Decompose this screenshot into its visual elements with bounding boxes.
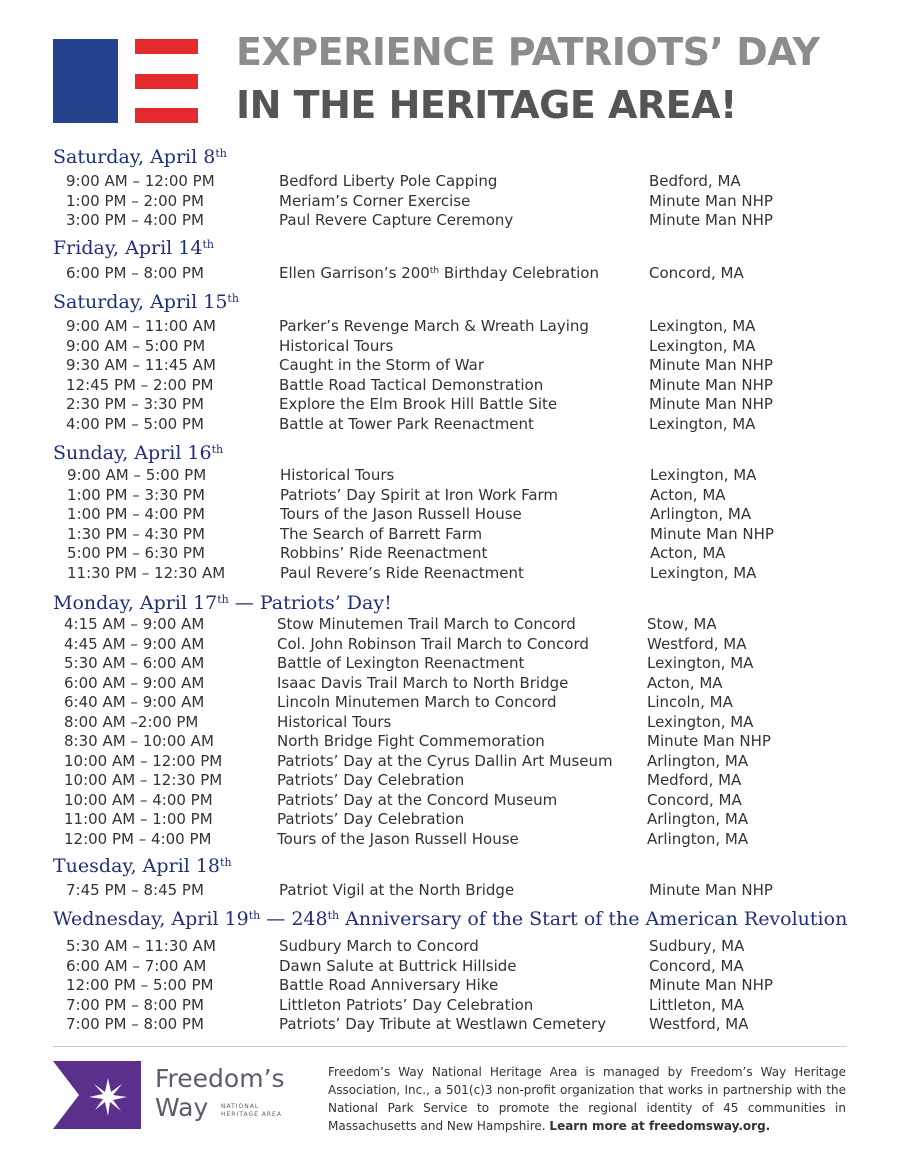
event-location: Arlington, MA bbox=[647, 829, 749, 848]
event-location: Lexington, MA bbox=[649, 317, 756, 335]
event-name: Patriots’ Day Celebration bbox=[277, 810, 465, 828]
event-location: Arlington, MA bbox=[647, 810, 749, 828]
event-row bbox=[66, 376, 866, 396]
event-row bbox=[66, 1015, 866, 1035]
day-heading: Saturday, April 15th bbox=[53, 291, 239, 313]
event-time: 6:00 AM – 9:00 AM bbox=[64, 673, 205, 692]
event-location: Acton, MA bbox=[647, 673, 723, 692]
page-title-line1: EXPERIENCE PATRIOTS’ DAY bbox=[236, 30, 820, 74]
event-name: Col. John Robinson Trail March to Concord bbox=[277, 634, 589, 653]
flag-red-stripe bbox=[135, 74, 198, 89]
freedoms-way-logo[interactable] bbox=[53, 1061, 303, 1129]
event-name: Patriots’ Day Spirit at Iron Work Farm bbox=[280, 485, 559, 504]
event-row bbox=[66, 192, 866, 212]
event-name: Battle of Lexington Reenactment bbox=[277, 654, 525, 672]
event-location: Minute Man NHP bbox=[647, 732, 771, 750]
event-location: Lexington, MA bbox=[650, 563, 757, 582]
event-name: Patriots’ Day at the Concord Museum bbox=[277, 790, 558, 809]
flag-logo bbox=[53, 39, 198, 123]
day-heading: Saturday, April 8th bbox=[53, 146, 227, 168]
event-name: Bedford Liberty Pole Capping bbox=[279, 172, 498, 190]
event-time: 9:00 AM – 5:00 PM bbox=[66, 336, 206, 355]
event-name: Ellen Garrison’s 200th Birthday Celebration bbox=[279, 264, 599, 282]
event-location: Minute Man NHP bbox=[649, 375, 773, 394]
event-row bbox=[66, 415, 866, 435]
event-time: 4:15 AM – 9:00 AM bbox=[64, 615, 205, 633]
event-time: 6:00 AM – 7:00 AM bbox=[66, 956, 207, 975]
event-name: Battle Road Anniversary Hike bbox=[279, 976, 499, 994]
event-location: Acton, MA bbox=[650, 544, 726, 562]
flag-red-stripe bbox=[135, 39, 198, 54]
event-location: Lexington, MA bbox=[650, 466, 757, 484]
day-heading: Wednesday, April 19th — 248th Anniversary of the Start of the American Revolution bbox=[53, 908, 848, 930]
event-time: 1:00 PM – 3:30 PM bbox=[67, 485, 205, 504]
event-name: Lincoln Minutemen March to Concord bbox=[277, 693, 557, 711]
event-row bbox=[64, 674, 864, 694]
event-time: 12:00 PM – 4:00 PM bbox=[64, 829, 212, 848]
event-location: Westford, MA bbox=[649, 1015, 749, 1033]
event-time: 11:30 PM – 12:30 AM bbox=[67, 563, 226, 582]
event-name: Sudbury March to Concord bbox=[279, 937, 479, 955]
event-row bbox=[66, 976, 866, 996]
event-time: 10:00 AM – 12:00 PM bbox=[64, 751, 223, 770]
event-name: Patriots’ Day at the Cyrus Dallin Art Museum bbox=[277, 751, 613, 770]
event-name: North Bridge Fight Commemoration bbox=[277, 732, 545, 750]
event-time: 12:00 PM – 5:00 PM bbox=[66, 976, 214, 994]
event-name: Patriots’ Day Tribute at Westlawn Cemetery bbox=[279, 1015, 607, 1033]
event-time: 1:00 PM – 4:00 PM bbox=[67, 505, 205, 523]
event-row bbox=[64, 693, 864, 713]
event-row bbox=[64, 635, 864, 655]
event-name: Battle at Tower Park Reenactment bbox=[279, 414, 534, 433]
event-location: Westford, MA bbox=[647, 634, 747, 653]
event-time: 9:00 AM – 5:00 PM bbox=[67, 466, 207, 484]
event-row bbox=[66, 337, 866, 357]
logo-word-freedoms: Freedom’s bbox=[155, 1064, 285, 1093]
footer-description: Freedom’s Way National Heritage Area is managed by Freedom’s Way Heritage Association, Inc., a 501(c)3 non-profit organization that works in partnership with the National Park Service to promote the regional identity of 45 communities in Massachusetts and New Hampshire. Learn more at freedomsway.org. bbox=[328, 1065, 846, 1133]
event-name: Littleton Patriots’ Day Celebration bbox=[279, 995, 534, 1014]
page-title-line2: IN THE HERITAGE AREA! bbox=[236, 83, 737, 127]
event-row bbox=[64, 830, 864, 850]
event-name: Battle Road Tactical Demonstration bbox=[279, 375, 544, 394]
event-location: Lexington, MA bbox=[647, 712, 754, 731]
event-name: The Search of Barrett Farm bbox=[280, 524, 483, 543]
event-location: Arlington, MA bbox=[650, 505, 752, 523]
event-location: Minute Man NHP bbox=[649, 881, 773, 899]
event-row bbox=[67, 525, 867, 545]
event-time: 9:00 AM – 12:00 PM bbox=[66, 172, 215, 190]
event-name: Tours of the Jason Russell House bbox=[280, 505, 522, 523]
event-row bbox=[66, 881, 866, 901]
event-row bbox=[64, 791, 864, 811]
event-location: Lexington, MA bbox=[647, 654, 754, 672]
event-name: Parker’s Revenge March & Wreath Laying bbox=[279, 317, 589, 335]
event-time: 5:30 AM – 11:30 AM bbox=[66, 937, 216, 955]
event-location: Littleton, MA bbox=[649, 995, 744, 1014]
event-time: 5:30 AM – 6:00 AM bbox=[64, 654, 205, 672]
logo-word-way: Way bbox=[155, 1093, 209, 1122]
event-time: 2:30 PM – 3:30 PM bbox=[66, 395, 204, 413]
event-location: Bedford, MA bbox=[649, 172, 741, 190]
footer-divider bbox=[53, 1046, 847, 1047]
event-time: 4:45 AM – 9:00 AM bbox=[64, 634, 205, 653]
event-location: Acton, MA bbox=[650, 485, 726, 504]
event-name: Patriot Vigil at the North Bridge bbox=[279, 881, 515, 899]
event-name: Isaac Davis Trail March to North Bridge bbox=[277, 673, 569, 692]
logo-subtitle: NATIONAL bbox=[221, 1103, 260, 1110]
event-row bbox=[67, 564, 867, 584]
event-location: Minute Man NHP bbox=[649, 211, 773, 229]
event-time: 1:30 PM – 4:30 PM bbox=[67, 524, 205, 543]
event-time: 7:00 PM – 8:00 PM bbox=[66, 1015, 204, 1033]
event-location: Minute Man NHP bbox=[649, 976, 773, 994]
event-name: Meriam’s Corner Exercise bbox=[279, 191, 471, 210]
event-name: Dawn Salute at Buttrick Hillside bbox=[279, 956, 517, 975]
event-time: 4:00 PM – 5:00 PM bbox=[66, 414, 204, 433]
event-name: Historical Tours bbox=[277, 712, 392, 731]
logo-subtitle: HERITAGE AREA bbox=[221, 1111, 282, 1118]
event-row bbox=[66, 957, 866, 977]
event-row bbox=[64, 810, 864, 830]
event-location: Stow, MA bbox=[647, 615, 717, 633]
event-row bbox=[67, 544, 867, 564]
event-name: Paul Revere’s Ride Reenactment bbox=[280, 563, 524, 582]
event-row bbox=[64, 732, 864, 752]
event-location: Minute Man NHP bbox=[649, 191, 773, 210]
event-row bbox=[66, 264, 866, 284]
event-location: Medford, MA bbox=[647, 771, 742, 789]
event-time: 10:00 AM – 12:30 PM bbox=[64, 771, 223, 789]
event-row bbox=[64, 713, 864, 733]
event-time: 6:00 PM – 8:00 PM bbox=[66, 264, 204, 282]
event-location: Lincoln, MA bbox=[647, 693, 733, 711]
event-name: Paul Revere Capture Ceremony bbox=[279, 211, 514, 229]
event-row bbox=[66, 996, 866, 1016]
event-time: 11:00 AM – 1:00 PM bbox=[64, 810, 213, 828]
event-location: Concord, MA bbox=[647, 790, 742, 809]
event-time: 9:30 AM – 11:45 AM bbox=[66, 356, 216, 374]
day-heading: Friday, April 14th bbox=[53, 237, 214, 259]
event-location: Arlington, MA bbox=[647, 751, 749, 770]
event-row bbox=[67, 466, 867, 486]
event-row bbox=[66, 356, 866, 376]
event-time: 7:45 PM – 8:45 PM bbox=[66, 881, 204, 899]
day-heading: Tuesday, April 18th bbox=[53, 855, 232, 877]
event-row bbox=[66, 395, 866, 415]
event-time: 10:00 AM – 4:00 PM bbox=[64, 790, 213, 809]
event-row bbox=[67, 486, 867, 506]
event-name: Historical Tours bbox=[279, 336, 394, 355]
event-time: 7:00 PM – 8:00 PM bbox=[66, 995, 204, 1014]
event-location: Minute Man NHP bbox=[649, 356, 773, 374]
event-name: Tours of the Jason Russell House bbox=[277, 829, 519, 848]
event-name: Explore the Elm Brook Hill Battle Site bbox=[279, 395, 558, 413]
flag-red-stripe bbox=[135, 108, 198, 123]
event-time: 8:00 AM –2:00 PM bbox=[64, 712, 199, 731]
flag-blue-field bbox=[53, 39, 118, 123]
event-name: Patriots’ Day Celebration bbox=[277, 771, 465, 789]
event-row bbox=[66, 937, 866, 957]
event-time: 12:45 PM – 2:00 PM bbox=[66, 375, 214, 394]
event-row bbox=[67, 505, 867, 525]
event-time: 8:30 AM – 10:00 AM bbox=[64, 732, 214, 750]
event-location: Concord, MA bbox=[649, 264, 744, 282]
event-name: Stow Minutemen Trail March to Concord bbox=[277, 615, 576, 633]
event-location: Concord, MA bbox=[649, 956, 744, 975]
day-heading: Monday, April 17th — Patriots’ Day! bbox=[53, 592, 392, 614]
event-location: Sudbury, MA bbox=[649, 937, 745, 955]
star-burst-icon bbox=[53, 1061, 141, 1129]
event-name: Historical Tours bbox=[280, 466, 395, 484]
event-row bbox=[66, 172, 866, 192]
event-row bbox=[64, 654, 864, 674]
event-time: 9:00 AM – 11:00 AM bbox=[66, 317, 216, 335]
event-time: 5:00 PM – 6:30 PM bbox=[67, 544, 205, 562]
event-name: Robbins’ Ride Reenactment bbox=[280, 544, 488, 562]
day-heading: Sunday, April 16th bbox=[53, 442, 224, 464]
event-row bbox=[66, 317, 866, 337]
website-link[interactable]: Learn more at freedomsway.org. bbox=[549, 1119, 771, 1133]
event-location: Lexington, MA bbox=[649, 414, 756, 433]
event-row bbox=[64, 771, 864, 791]
event-name: Caught in the Storm of War bbox=[279, 356, 484, 374]
event-time: 6:40 AM – 9:00 AM bbox=[64, 693, 205, 711]
event-row bbox=[64, 752, 864, 772]
event-time: 1:00 PM – 2:00 PM bbox=[66, 191, 204, 210]
event-location: Lexington, MA bbox=[649, 336, 756, 355]
event-row bbox=[66, 211, 866, 231]
event-location: Minute Man NHP bbox=[650, 524, 774, 543]
event-location: Minute Man NHP bbox=[649, 395, 773, 413]
event-row bbox=[64, 615, 864, 635]
event-time: 3:00 PM – 4:00 PM bbox=[66, 211, 204, 229]
